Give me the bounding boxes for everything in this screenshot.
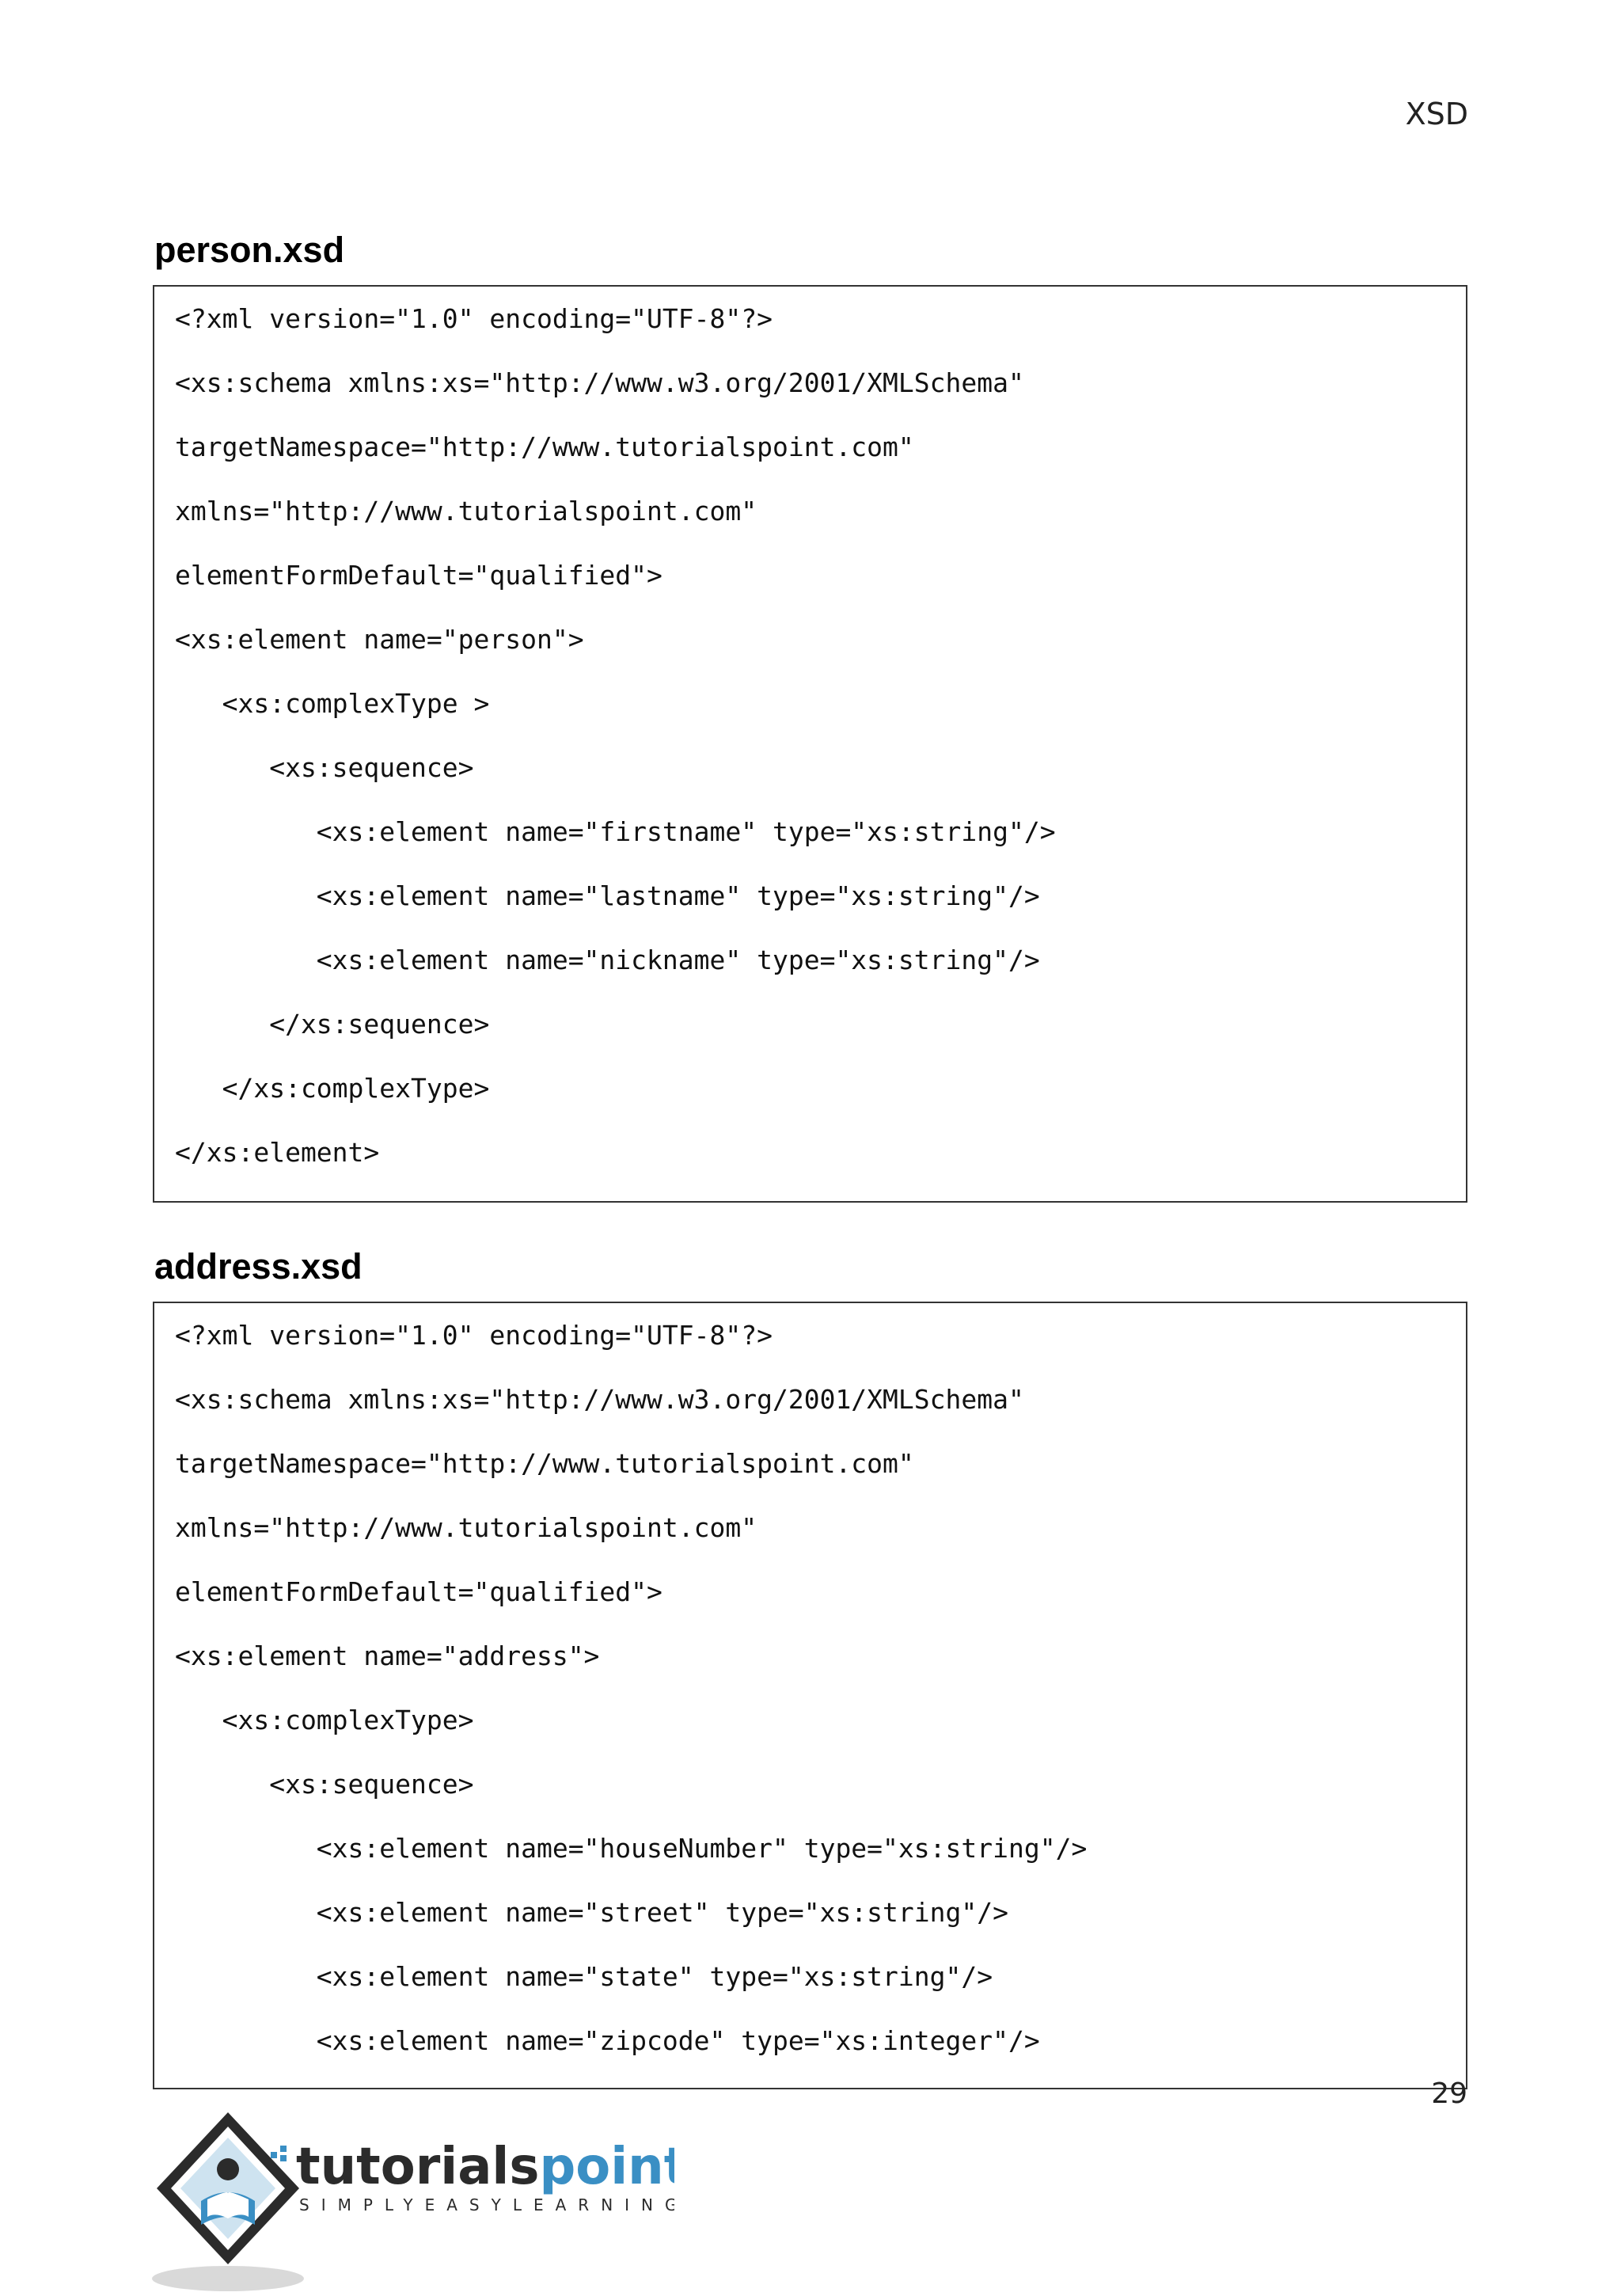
code-line: <xs:complexType> [175,1705,474,1735]
code-line: </xs:sequence> [175,1009,490,1040]
code-line: </xs:complexType> [175,1073,490,1104]
page-number: 29 [1431,2077,1467,2110]
code-line: <xs:element name="person"> [175,624,584,655]
code-line: <xs:element name="houseNumber" type="xs:string"/> [175,1833,1088,1864]
code-block-person [153,285,1467,1203]
code-line: <?xml version="1.0" encoding="UTF-8"?> [175,303,773,334]
code-line: <xs:element name="nickname" type="xs:string"/> [175,945,1040,975]
section-title-person: person.xsd [154,230,345,270]
code-line: elementFormDefault="qualified"> [175,560,662,591]
code-line: <xs:element name="lastname" type="xs:string"/> [175,880,1040,911]
code-line: <xs:complexType > [175,688,490,719]
code-line: <xs:element name="zipcode" type="xs:integer"/> [175,2025,1040,2056]
code-line: <xs:element name="address"> [175,1640,600,1671]
section-title-address: address.xsd [154,1246,363,1287]
code-line: <?xml version="1.0" encoding="UTF-8"?> [175,1320,773,1351]
code-line: <xs:schema xmlns:xs="http://www.w3.org/2001/XMLSchema" [175,367,1024,398]
logo-graphic [152,2106,674,2293]
logo-wordmark: tutorialspoint [296,2138,674,2196]
code-line: <xs:element name="firstname" type="xs:string"/> [175,816,1056,847]
code-line: targetNamespace="http://www.tutorialspoint.com" [175,1448,914,1479]
logo-tagline: SIMPLYEASYLEARNING [299,2195,674,2214]
code-line: targetNamespace="http://www.tutorialspoint.com" [175,431,914,462]
code-line: <xs:sequence> [175,1769,474,1800]
code-line: elementFormDefault="qualified"> [175,1576,662,1607]
code-line: xmlns="http://www.tutorialspoint.com" [175,496,757,526]
code-line: xmlns="http://www.tutorialspoint.com" [175,1512,757,1543]
code-line: <xs:element name="street" type="xs:string"/> [175,1897,1008,1928]
code-line: </xs:element> [175,1137,380,1168]
tutorialspoint-logo [152,2106,674,2296]
code-block-address [153,1302,1467,2089]
code-line: <xs:element name="state" type="xs:string"/> [175,1961,993,1992]
code-line: <xs:sequence> [175,752,474,783]
code-line: <xs:schema xmlns:xs="http://www.w3.org/2001/XMLSchema" [175,1384,1024,1415]
running-header: XSD [1405,97,1468,131]
